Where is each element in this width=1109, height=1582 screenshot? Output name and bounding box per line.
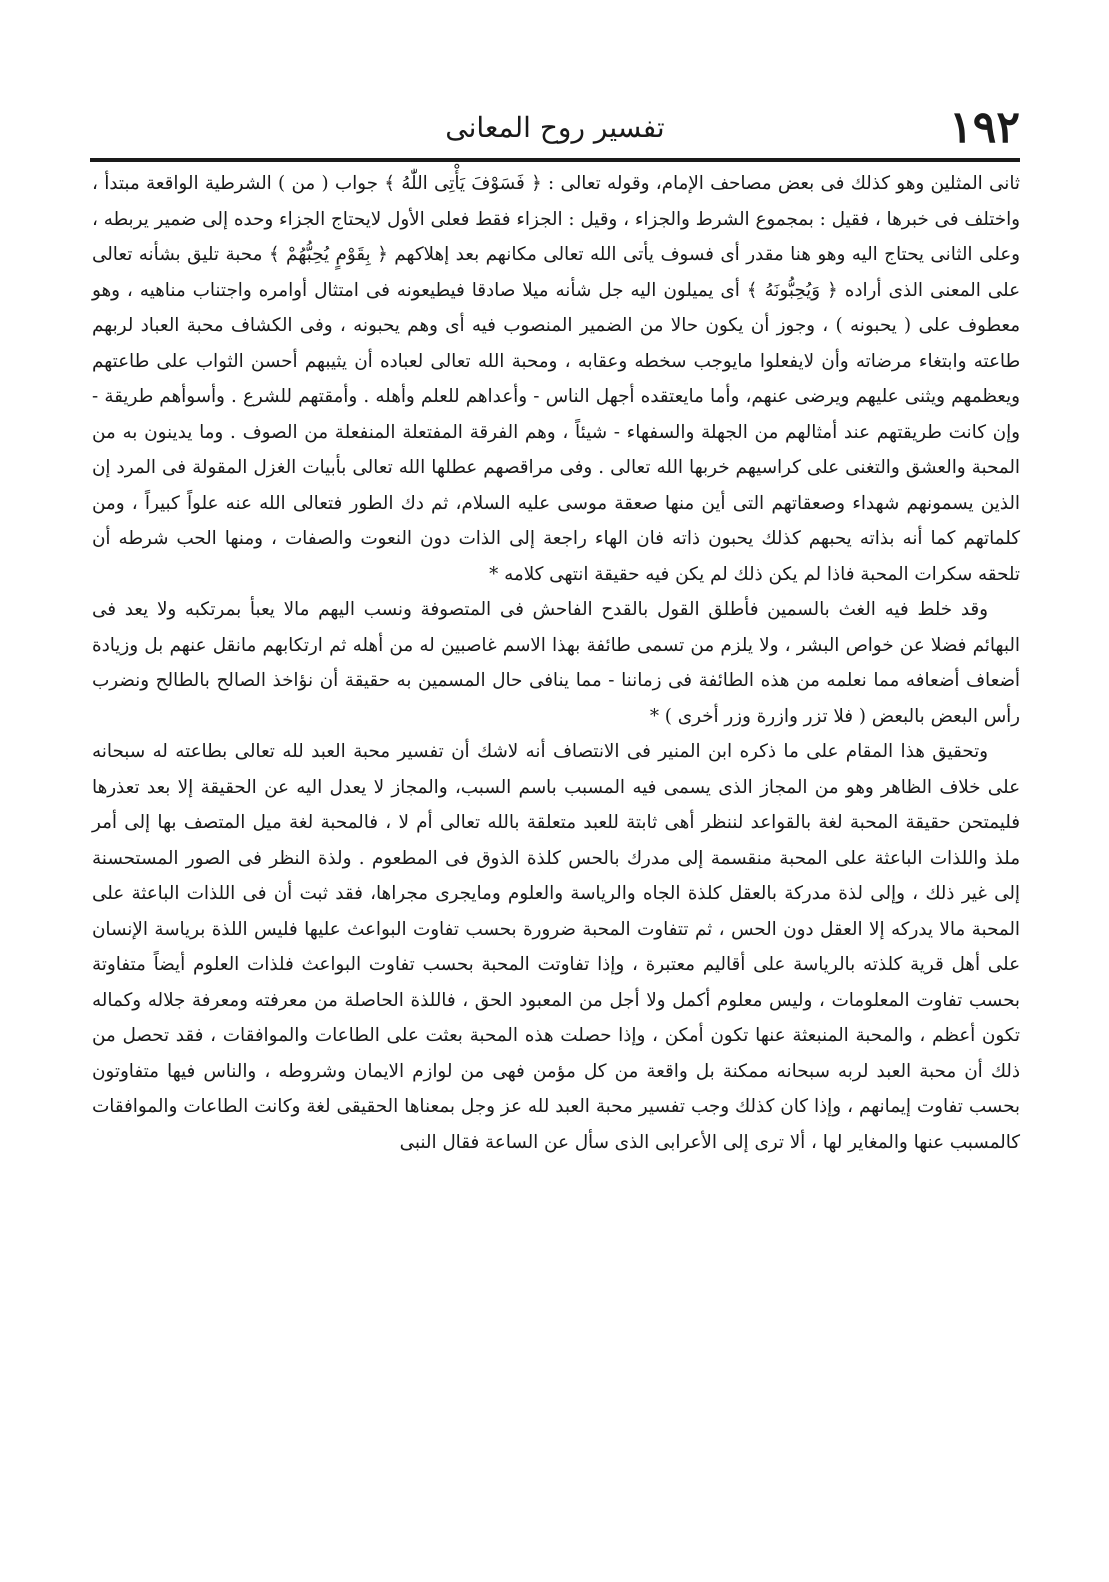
header-rule [90,158,1020,162]
page-number: ١٩٢ [949,102,1020,153]
body-text [92,166,1020,1160]
running-title: تفسير روح المعانى [445,111,665,144]
paragraph: وقد خلط فيه الغث بالسمين فأطلق القول بالقدح الفاحش فى المتصوفة ونسب اليهم مالا يعبأ بمرتكبه ولا يعد فى البهائم فضلا عن خواص البشر ، ولا يلزم من تسمى طائفة بهذا الاسم غاصبين له من أهله ثم ارتكابهم مانقل عنهم بل وزيادة أضعاف أضعافه مما نعلمه من هذه الطائفة فى زماننا - مما ينافى حال المسمين به حقيقة أن نؤاخذ الصالح بالطالح ونضرب رأس البعض بالبعض ( فلا تزر وازرة وزر أخرى ) * [92,599,1020,727]
paragraph: ثانى المثلين وهو كذلك فى بعض مصاحف الإمام، وقوله تعالى : ﴿ فَسَوْفَ يَأْتِى اللّٰهُ ﴾ جواب ( من ) الشرطية الواقعة مبتدأ ، واختلف فى خبرها ، فقيل : بمجموع الشرط والجزاء ، وقيل : الجزاء فقط فعلى الأول لايحتاج الجزاء وحده إلى ضمير يربطه ، وعلى الثانى يحتاج اليه وهو هنا مقدر أى فسوف يأتى الله تعالى مكانهم بعد إهلاكهم ﴿ بِقَوْمٍ يُحِبُّهُمْ ﴾ محبة تليق بشأنه تعالى على المعنى الذى أراده ﴿ وَيُحِبُّونَهُ ﴾ أى يميلون اليه جل شأنه ميلا صادقا فيطيعونه فى امتثال أوامره واجتناب مناهيه ، وهو معطوف على ( يحبونه ) ، وجوز أن يكون حالا من الضمير المنصوب فيه أى وهم يحبونه ، وفى الكشاف محبة العباد لربهم طاعته وابتغاء مرضاته وأن لايفعلوا مايوجب سخطه وعقابه ، ومحبة الله تعالى لعباده أن يثيبهم أحسن الثواب على طاعتهم ويعظمهم ويثنى عليهم ويرضى عنهم، وأما مايعتقده أجهل الناس - وأعداهم للعلم وأهله . وأمقتهم للشرع . وأسوأهم طريقة - وإن كانت طريقتهم عند أمثالهم من الجهلة والسفهاء - شيئاً ، وهم الفرقة المفتعلة المنفعلة من الصوف . وما يدينون به من المحبة والعشق والتغنى على كراسيهم خربها الله تعالى . وفى مراقصهم عطلها الله تعالى بأبيات الغزل المقولة فى المرد إن الذين يسمونهم شهداء وصعقاتهم التى أين منها صعقة موسى عليه السلام، ثم دك الطور فتعالى الله عنه علواً كبيراً ، ومن كلماتهم كما أنه بذاته يحبهم كذلك يحبون ذاته فان الهاء راجعة إلى الذات دون النعوت والصفات ، ومنها الحب شرطه أن تلحقه سكرات المحبة فاذا لم يكن ذلك لم يكن فيه حقيقة انتهى كلامه * [92,173,1020,585]
paragraph: وتحقيق هذا المقام على ما ذكره ابن المنير فى الانتصاف أنه لاشك أن تفسير محبة العبد لله تعالى بطاعته له سبحانه على خلاف الظاهر وهو من المجاز الذى يسمى فيه المسبب باسم السبب، والمجاز لا يعدل اليه عن الحقيقة إلا بعد تعذرها فليمتحن حقيقة المحبة لغة بالقواعد لننظر أهى ثابتة للعبد متعلقة بالله تعالى أم لا ، فالمحبة لغة ميل المتصف بها إلى أمر ملذ واللذات الباعثة على المحبة منقسمة إلى مدرك بالحس كلذة الذوق فى المطعوم . ولذة النظر فى الصور المستحسنة إلى غير ذلك ، وإلى لذة مدركة بالعقل كلذة الجاه والرياسة والعلوم ومايجرى مجراها، فقد ثبت أن فى اللذات الباعثة على المحبة مالا يدركه إلا العقل دون الحس ، ثم تتفاوت المحبة ضرورة بحسب تفاوت البواعث عليها فليس اللذة برياسة الإنسان على أهل قرية كلذته بالرياسة على أقاليم معتبرة ، وإذا تفاوتت المحبة بحسب تفاوت البواعث فلذات العلوم أيضاً متفاوتة بحسب تفاوت المعلومات ، وليس معلوم أكمل ولا أجل من المعبود الحق ، فاللذة الحاصلة من معرفته ومعرفة جلاله وكماله تكون أعظم ، والمحبة المنبعثة عنها تكون أمكن ، وإذا حصلت هذه المحبة بعثت على الطاعات والموافقات ، فقد تحصل من ذلك أن محبة العبد لربه سبحانه ممكنة بل واقعة من كل مؤمن فهى من لوازم الايمان وشروطه ، والناس فيها متفاوتون بحسب تفاوت إيمانهم ، وإذا كان كذلك وجب تفسير محبة العبد لله عز وجل بمعناها الحقيقى لغة وكانت الطاعات والموافقات كالمسبب عنها والمغاير لها ، ألا ترى إلى الأعرابى الذى سأل عن الساعة فقال النبى [92,741,1020,1153]
page-header [90,98,1020,158]
